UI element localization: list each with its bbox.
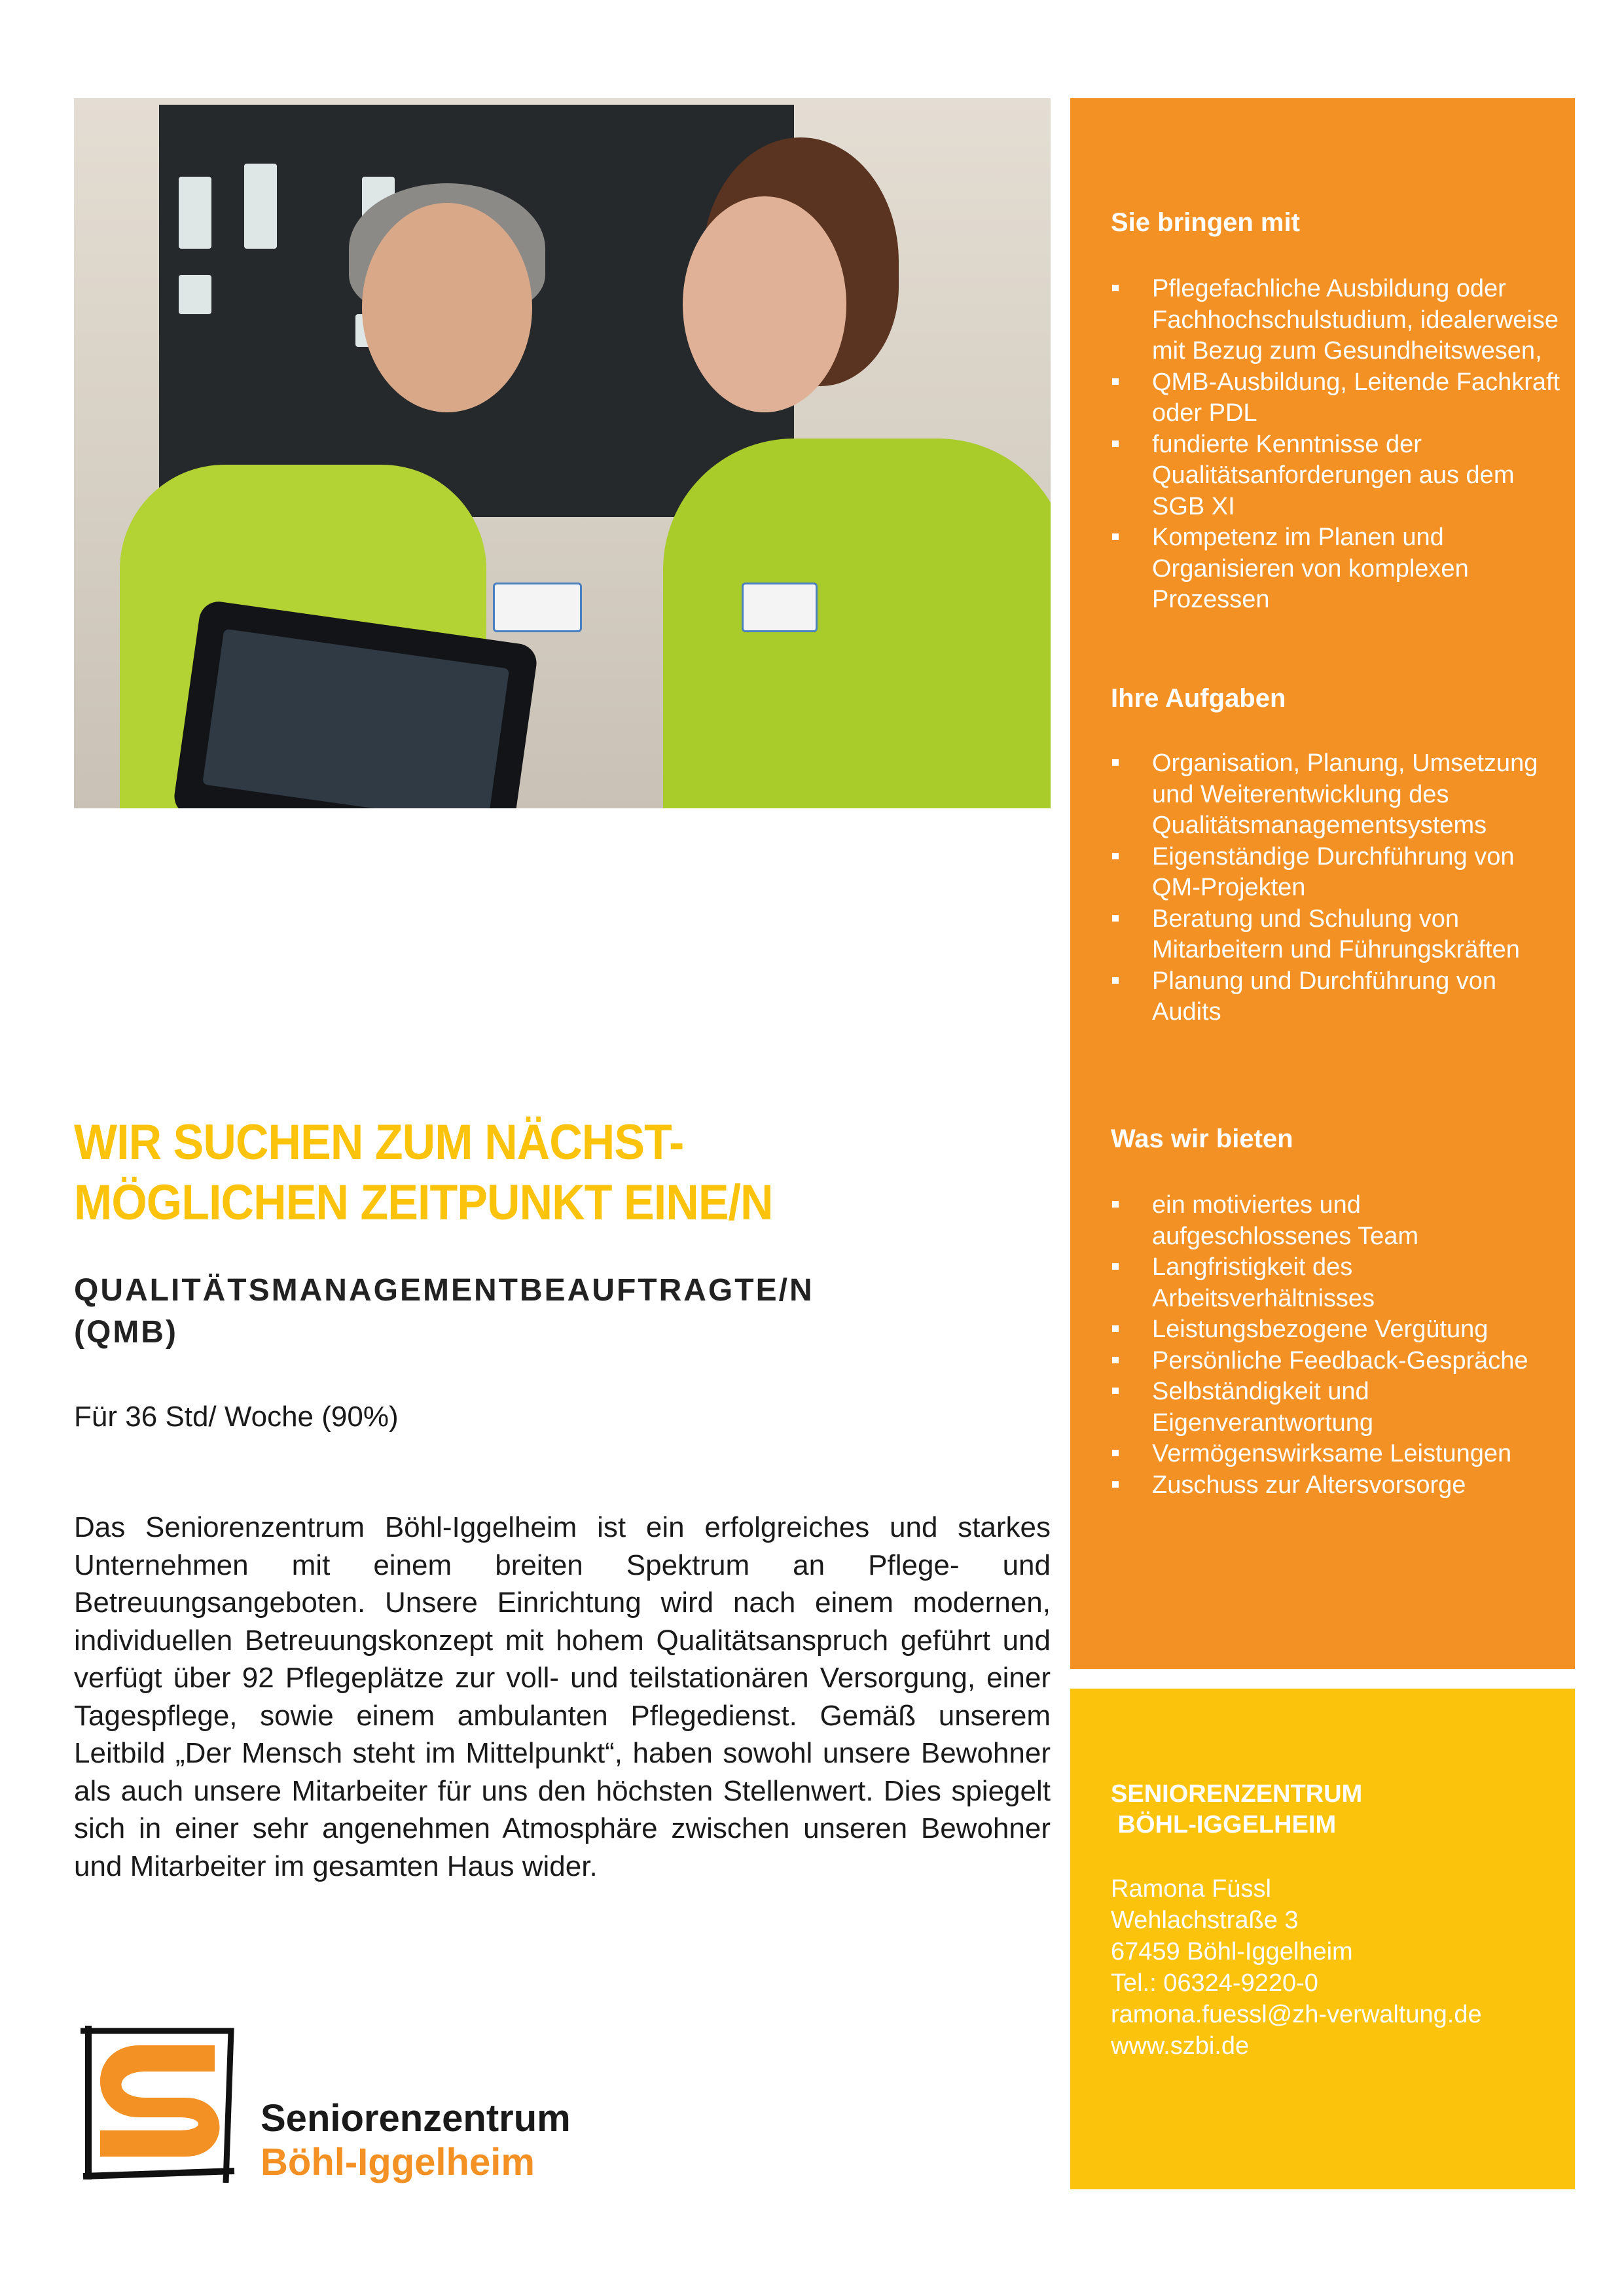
contact-person: Ramona Füssl [1111,1875,1271,1903]
contact-company: SENIORENZENTRUM BÖHL-IGGELHEIM [1111,1780,1363,1839]
logo-text-line-1: Seniorenzentrum [261,2097,571,2140]
person-right-shirt [663,439,1051,808]
list-item: QMB-Ausbildung, Leitende Fachkraft oder PDL [1111,367,1562,429]
list-item: Organisation, Planung, Umsetzung und Weiterentwicklung des Qualitätsmanagementsystems [1111,748,1562,842]
company-logo [74,2019,611,2189]
s-logo-icon [74,2019,244,2189]
list-item: Kompetenz im Planen und Organisieren von komplexen Prozessen [1111,522,1562,616]
contact-website[interactable]: www.szbi.de [1111,2032,1250,2060]
list-item: Leistungsbezogene Vergütung [1111,1314,1562,1346]
job-title: QUALITÄTSMANAGEMENTBEAUFTRAGTE/N (QMB) [74,1273,814,1350]
list-item: Selbständigkeit und Eigenverantwortung [1111,1376,1562,1439]
list-item: Vermögenswirksame Leistungen [1111,1439,1562,1470]
company-description: Das Seniorenzentrum Böhl-Iggelheim ist ein erfolgreiches und starkes Unternehmen mit einem breiten Spektrum an Pflege- und Betreuungsangeboten. Unsere Einrichtung wird nach einem modernen, individuellen Betreuungskonzept mit hohem Qualitätsanspruch geführt und verfügt über 92 Pflegeplätze zur voll- und teilstationären Versorgung, einer Tagespflege, sowie einem ambulanten Pflegedienst. Gemäß unserem Leitbild „Der Mensch steht im Mittelpunkt“, haben sowohl unsere Bewohner als auch unsere Mitarbeiter für uns den höchsten Stellenwert. Dies spiegelt sich in einer sehr angenehmen Atmosphäre zwischen unseren Bewohner und Mitarbeiter im gesamten Haus wider. [74,1511,1051,1882]
offers-list [1111,1190,1562,1501]
headline-line-2: MÖGLICHEN ZEITPUNKT EINE/N [74,1175,773,1230]
section-heading-tasks: Ihre Aufgaben [1111,684,1286,713]
name-badge-right [742,583,818,632]
requirements-panel [1070,98,1575,1669]
person-right-face [683,196,846,412]
list-item: Eigenständige Durchführung von QM-Projekten [1111,842,1562,904]
list-item: Pflegefachliche Ausbildung oder Fachhochschulstudium, idealerweise mit Bezug zum Gesundheitswesen, [1111,274,1562,367]
headline [74,1113,977,1233]
list-item: fundierte Kenntnisse der Qualitätsanforderungen aus dem SGB XI [1111,429,1562,523]
requirements-list [1111,274,1562,616]
list-item: Zuschuss zur Altersvorsorge [1111,1470,1562,1501]
logo-text-line-2: Böhl-Iggelheim [261,2141,535,2183]
section-heading-requirements: Sie bringen mit [1111,208,1300,237]
working-hours: Für 36 Std/ Woche (90%) [74,1401,399,1433]
contact-email[interactable]: ramona.fuessl@zh-verwaltung.de [1111,2001,1482,2028]
name-badge-left [493,583,582,632]
list-item: Persönliche Feedback-Gespräche [1111,1346,1562,1377]
tasks-list [1111,748,1562,1028]
list-item: Planung und Durchführung von Audits [1111,966,1562,1028]
headline-line-1: WIR SUCHEN ZUM NÄCHST- [74,1115,684,1170]
list-item: Langfristigkeit des Arbeitsverhältnisses [1111,1252,1562,1314]
header-photo [74,98,1051,808]
section-heading-offers: Was wir bieten [1111,1124,1293,1153]
person-left-face [362,203,532,412]
list-item: ein motiviertes und aufgeschlossenes Team [1111,1190,1562,1252]
contact-street: Wehlachstraße 3 [1111,1907,1299,1934]
contact-city: 67459 Böhl-Iggelheim [1111,1938,1353,1965]
contact-phone[interactable]: Tel.: 06324-9220-0 [1111,1969,1318,1997]
contact-panel [1070,1689,1575,2189]
list-item: Beratung und Schulung von Mitarbeitern und Führungskräften [1111,904,1562,966]
contact-details [1111,1873,1482,2062]
